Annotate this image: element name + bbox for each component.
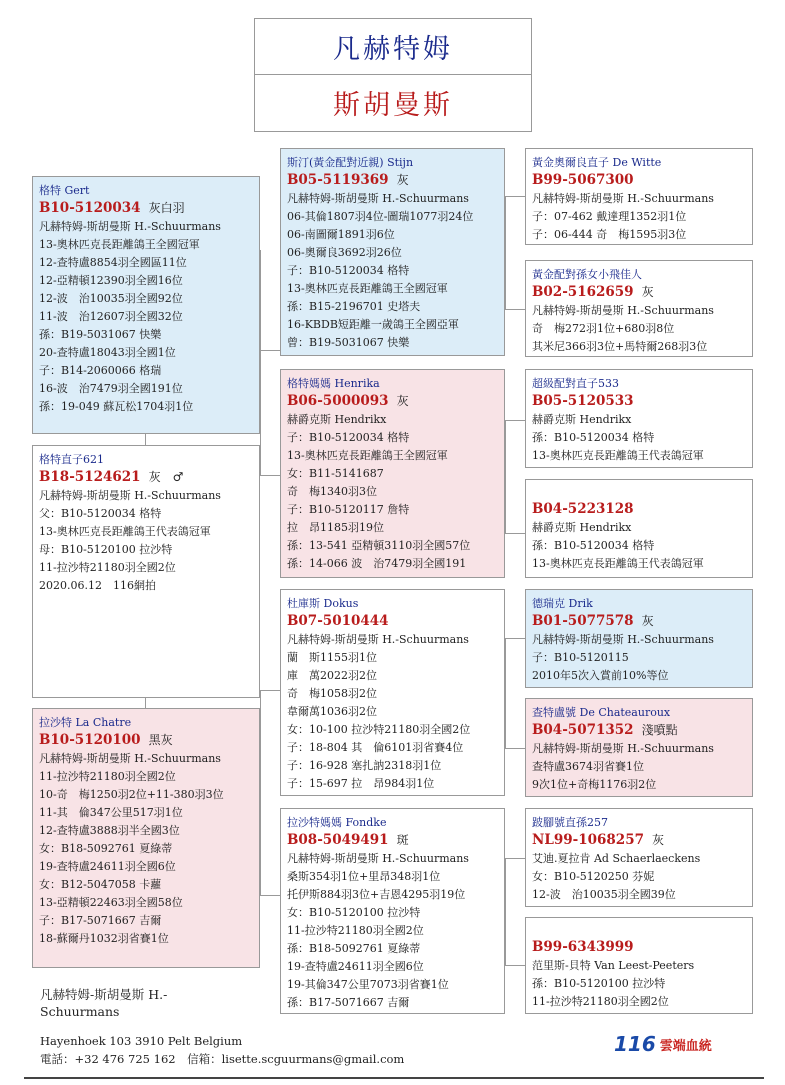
pedigree-line: 桑斯354羽1位+里昂348羽1位 — [287, 870, 441, 883]
ring-number-text: B10-5120034 — [39, 200, 141, 216]
pedigree-line: 13-亞精頓22463羽全國58位 — [39, 896, 183, 909]
pedigree-line: 奇 梅1058羽2位 — [287, 687, 377, 700]
connector-line — [260, 690, 261, 895]
pedigree-line: 艾迪.夏拉肯 Ad Schaerlaeckens — [532, 852, 701, 865]
pigeon-color: 灰 — [396, 173, 409, 187]
pedigree-line: 赫爵克斯 Hendrikx — [532, 413, 632, 426]
connector-line — [505, 638, 506, 748]
pigeon-card-sibling — [32, 445, 260, 698]
pigeon-color: 灰 — [651, 833, 664, 847]
address-line: Hayenhoek 103 3910 Pelt Belgium — [40, 1034, 243, 1048]
connector-line — [505, 196, 506, 309]
pedigree-line: 查特盧3674羽省賽1位 — [532, 760, 644, 773]
ring-number-text: B18-5124621 — [39, 469, 141, 485]
pedigree-line: 13-奧林匹克長距離鴿王代表鴿冠軍 — [39, 525, 211, 538]
logo-number: 116 — [614, 1032, 656, 1056]
pedigree-line: 孫：B19-5031067 快樂 — [39, 328, 162, 341]
pigeon-name: 拉沙特 La Chatre — [39, 716, 132, 729]
pigeon-name: 跛腳號直孫257 — [532, 816, 608, 829]
ring-number-text: B10-5120100 — [39, 732, 141, 748]
pedigree-line: 06-奧爾良3692羽26位 — [287, 246, 402, 259]
pedigree-line: 范里斯-貝特 Van Leest-Peeters — [532, 959, 695, 972]
pedigree-line: 孫：13-541 亞精頓3110羽全國57位 — [287, 539, 471, 552]
pigeon-color: 灰 — [641, 614, 654, 628]
pedigree-line: 11-其 倫347公里517羽1位 — [39, 806, 183, 819]
pigeon-name: 格特 Gert — [39, 184, 90, 197]
pedigree-line: 凡赫特姆-斯胡曼斯 H.-Schuurmans — [532, 192, 714, 205]
pedigree-line: 托伊斯884羽3位+吉恩4295羽19位 — [287, 888, 466, 901]
connector-line — [505, 858, 506, 965]
ring-number-text: NL99-1068257 — [532, 832, 644, 848]
pedigree-line: 子：B10-5120117 詹特 — [287, 503, 410, 516]
pedigree-line: 奇 梅272羽1位+680羽8位 — [532, 322, 675, 335]
ring-number-text: B05-5120533 — [532, 393, 634, 409]
pigeon-color: 灰 — [396, 394, 409, 408]
connector-line — [505, 965, 525, 966]
title-line-1: 凡赫特姆 — [333, 34, 453, 65]
connector-line — [505, 420, 506, 533]
pigeon-name: 黃金配對孫女小飛佳人 — [532, 268, 642, 281]
ring-number — [532, 392, 746, 411]
pedigree-line: 子：16-928 塞扎訥2318羽1位 — [287, 759, 442, 772]
pigeon-color: 黑灰 — [148, 733, 173, 747]
pedigree-line: 孫：19-049 蘇瓦松1704羽1位 — [39, 400, 194, 413]
pedigree-line: 凡赫特姆-斯胡曼斯 H.-Schuurmans — [532, 633, 714, 646]
pedigree-line: 凡赫特姆-斯胡曼斯 H.-Schuurmans — [39, 220, 221, 233]
ring-number — [287, 392, 498, 411]
connector-line — [505, 748, 525, 749]
title-line-2: 斯胡曼斯 — [255, 74, 531, 130]
pigeon-card-sds — [525, 369, 753, 468]
pedigree-line: 凡赫特姆-斯胡曼斯 H.-Schuurmans — [532, 304, 714, 317]
pigeon-name: 斯汀(黃金配對近親) Stijn — [287, 156, 414, 169]
connector-line — [260, 475, 280, 476]
ring-number — [532, 831, 746, 850]
pigeon-name: 格特媽媽 Henrika — [287, 377, 380, 390]
pedigree-line: 孫：B18-5092761 夏綠蒂 — [287, 942, 421, 955]
pedigree-line: 凡赫特姆-斯胡曼斯 H.-Schuurmans — [39, 489, 221, 502]
connector-line — [505, 858, 525, 859]
ring-number-text: B06-5000093 — [287, 393, 389, 409]
pedigree-line: 孫：B10-5120034 格特 — [532, 539, 655, 552]
pedigree-line: 孫：B15-2196701 史塔夫 — [287, 300, 421, 313]
connector-line — [145, 433, 146, 445]
pedigree-line: 孫：B10-5120034 格特 — [532, 431, 655, 444]
ring-number — [287, 171, 498, 190]
pigeon-card-dam-sire — [280, 589, 505, 796]
pigeon-card-dam — [32, 708, 260, 968]
ring-number — [39, 731, 253, 750]
bottom-rule — [24, 1077, 764, 1079]
pedigree-line: 庫 萬2022羽2位 — [287, 669, 377, 682]
pigeon-color: 淺噴點 — [641, 723, 678, 737]
pigeon-card-sire-dam — [280, 369, 505, 578]
ring-number — [532, 283, 746, 302]
pedigree-line: 12-波 治10035羽全國92位 — [39, 292, 183, 305]
pedigree-line: 12-波 治10035羽全國39位 — [532, 888, 676, 901]
pedigree-line: 19-其倫347公里7073羽省賽1位 — [287, 978, 449, 991]
connector-line — [505, 309, 525, 310]
connector-line — [505, 420, 525, 421]
connector-line — [505, 638, 525, 639]
pedigree-line: 12-查特盧8854羽全國區11位 — [39, 256, 187, 269]
pedigree-line: 子：B10-5120115 — [532, 651, 629, 664]
ring-number — [532, 500, 746, 519]
ring-number — [532, 721, 746, 740]
ring-number-text: B08-5049491 — [287, 832, 389, 848]
pigeon-color: 斑 — [396, 833, 409, 847]
pedigree-line: 13-奧林匹克長距離鴿王全國冠軍 — [39, 238, 200, 251]
pedigree-line: 子：15-697 拉 昂984羽1位 — [287, 777, 435, 790]
ring-number-text: B04-5223128 — [532, 501, 634, 517]
pedigree-line: 子：07-462 戴達理1352羽1位 — [532, 210, 687, 223]
ring-number — [532, 938, 746, 957]
pigeon-card-sire-sire — [280, 148, 505, 356]
ring-number-text: B99-6343999 — [532, 939, 634, 955]
pedigree-line: 子：B14-2060066 格瑞 — [39, 364, 162, 377]
pigeon-card-dam-dam — [280, 808, 505, 1014]
pedigree-line: 子：B17-5071667 吉爾 — [39, 914, 162, 927]
breeder-address — [40, 1032, 404, 1068]
pedigree-line: 孫：14-066 波 治7479羽全國191 — [287, 557, 467, 570]
pedigree-line: 女：B11-5141687 — [287, 467, 384, 480]
ring-number-text: B99-5067300 — [532, 172, 634, 188]
pedigree-line: 奇 梅1340羽3位 — [287, 485, 377, 498]
pigeon-card-ssd — [525, 260, 753, 357]
pedigree-line: 韋爾萬1036羽2位 — [287, 705, 377, 718]
pigeon-card-subject — [32, 176, 260, 434]
pigeon-card-ddd — [525, 917, 753, 1014]
pedigree-line: 凡赫特姆-斯胡曼斯 H.-Schuurmans — [287, 633, 469, 646]
ring-number — [287, 612, 498, 631]
pedigree-line: 11-波 治12607羽全國32位 — [39, 310, 183, 323]
pigeon-name: 超級配對直子533 — [532, 377, 619, 390]
connector-line — [260, 350, 280, 351]
pedigree-line: 13-奧林匹克長距離鴿王全國冠軍 — [287, 282, 448, 295]
pedigree-line: 女：B10-5120250 芬妮 — [532, 870, 655, 883]
pedigree-line: 孫：B17-5071667 吉爾 — [287, 996, 410, 1009]
connector-line — [260, 250, 261, 475]
connector-line — [505, 196, 525, 197]
pigeon-name: 黃金奧爾良直子 De Witte — [532, 156, 662, 169]
pedigree-line: 12-查特盧3888羽半全國3位 — [39, 824, 180, 837]
pedigree-line: 女：B18-5092761 夏綠蒂 — [39, 842, 173, 855]
pigeon-card-dss — [525, 589, 753, 688]
pedigree-line: 凡赫特姆-斯胡曼斯 H.-Schuurmans — [532, 742, 714, 755]
ring-number-text: B07-5010444 — [287, 613, 389, 629]
pedigree-line: 16-KBDB短距離一歲鴿王全國亞軍 — [287, 318, 459, 331]
pedigree-line: 11-拉沙特21180羽全國2位 — [532, 995, 669, 1008]
ring-number-text: B05-5119369 — [287, 172, 389, 188]
logo-text: 雲端血統 — [659, 1039, 712, 1054]
pedigree-line: 10-奇 梅1250羽2位+11-380羽3位 — [39, 788, 224, 801]
pedigree-line: 11-拉沙特21180羽全國2位 — [39, 561, 176, 574]
ring-number — [39, 468, 253, 487]
pedigree-line: 凡赫特姆-斯胡曼斯 H.-Schuurmans — [287, 852, 469, 865]
pigeon-color: 灰白羽 — [148, 201, 185, 215]
pedigree-line: 19-查特盧24611羽全國6位 — [287, 960, 424, 973]
pigeon-name: 格特直子621 — [39, 453, 104, 466]
ring-number-text: B02-5162659 — [532, 284, 634, 300]
pedigree-line: 女：10-100 拉沙特21180羽全國2位 — [287, 723, 471, 736]
pigeon-name: 拉沙特媽媽 Fondke — [287, 816, 387, 829]
pedigree-line: 赫爵克斯 Hendrikx — [532, 521, 632, 534]
pedigree-line: 子：18-804 其 倫6101羽省賽4位 — [287, 741, 464, 754]
pedigree-line: 2020.06.12 116網拍 — [39, 579, 156, 592]
ring-number-text: B04-5071352 — [532, 722, 634, 738]
pedigree-line: 9次1位+奇梅1176羽2位 — [532, 778, 657, 791]
pedigree-line: 19-查特盧24611羽全國6位 — [39, 860, 176, 873]
pigeon-card-dsd — [525, 698, 753, 797]
pedigree-line: 2010年5次入賞前10%等位 — [532, 669, 669, 682]
pedigree-line: 11-拉沙特21180羽全國2位 — [287, 924, 424, 937]
pigeon-card-dds — [525, 808, 753, 907]
pedigree-line: 女：B10-5120100 拉沙特 — [287, 906, 421, 919]
pedigree-line: 女：B12-5047058 卡蘿 — [39, 878, 162, 891]
pedigree-line: 凡赫特姆-斯胡曼斯 H.-Schuurmans — [287, 192, 469, 205]
pigeon-color: 灰 ♂ — [148, 470, 184, 484]
pedigree-line: 11-拉沙特21180羽全國2位 — [39, 770, 176, 783]
title-box — [254, 18, 532, 132]
pedigree-line: 赫爵克斯 Hendrikx — [287, 413, 387, 426]
pedigree-line: 18-蘇爾丹1032羽省賽1位 — [39, 932, 169, 945]
breeder-name: 凡赫特姆-斯胡曼斯 H.-Schuurmans — [40, 987, 168, 1019]
pigeon-color: 灰 — [641, 285, 654, 299]
pigeon-name: 查特盧號 De Chateauroux — [532, 706, 671, 719]
pedigree-line: 13-奧林匹克長距離鴿王代表鴿冠軍 — [532, 557, 704, 570]
pedigree-line: 其米尼366羽3位+馬特爾268羽3位 — [532, 340, 708, 353]
pigeon-name: 德瑞克 Drik — [532, 597, 593, 610]
pedigree-line: 06-其倫1807羽4位-圖瑞1077羽24位 — [287, 210, 474, 223]
ring-number — [287, 831, 498, 850]
ring-number — [39, 199, 253, 218]
pigeon-card-sss — [525, 148, 753, 245]
connector-line — [260, 690, 280, 691]
pedigree-line: 母：B10-5120100 拉沙特 — [39, 543, 173, 556]
pedigree-line: 蘭 斯1155羽1位 — [287, 651, 377, 664]
pedigree-line: 16-波 治7479羽全國191位 — [39, 382, 183, 395]
pigeon-name: 杜庫斯 Dokus — [287, 597, 359, 610]
contact-line: 電話：+32 476 725 162 信箱：lisette.scguurmans@gmail.com — [40, 1052, 405, 1066]
ring-number — [532, 612, 746, 631]
pedigree-line: 父：B10-5120034 格特 — [39, 507, 162, 520]
pedigree-line: 12-亞精頓12390羽全國16位 — [39, 274, 183, 287]
pedigree-line: 子：B10-5120034 格特 — [287, 431, 410, 444]
pedigree-line: 拉 昂1185羽19位 — [287, 521, 384, 534]
connector-line — [260, 895, 280, 896]
pedigree-line: 曾：B19-5031067 快樂 — [287, 336, 410, 349]
pedigree-line: 孫：B10-5120100 拉沙特 — [532, 977, 666, 990]
pedigree-line: 子：B10-5120034 格特 — [287, 264, 410, 277]
ring-number-text: B01-5077578 — [532, 613, 634, 629]
pedigree-line: 20-查特盧18043羽全國1位 — [39, 346, 176, 359]
connector-line — [145, 698, 146, 708]
pedigree-line: 子：06-444 奇 梅1595羽3位 — [532, 228, 687, 241]
pedigree-line: 06-南圖爾1891羽6位 — [287, 228, 395, 241]
logo — [614, 1030, 724, 1056]
ring-number — [532, 171, 746, 190]
pedigree-line: 凡赫特姆-斯胡曼斯 H.-Schuurmans — [39, 752, 221, 765]
pedigree-line: 13-奧林匹克長距離鴿王代表鴿冠軍 — [532, 449, 704, 462]
pigeon-card-sdd — [525, 479, 753, 578]
connector-line — [505, 533, 525, 534]
pedigree-line: 13-奧林匹克長距離鴿王全國冠軍 — [287, 449, 448, 462]
